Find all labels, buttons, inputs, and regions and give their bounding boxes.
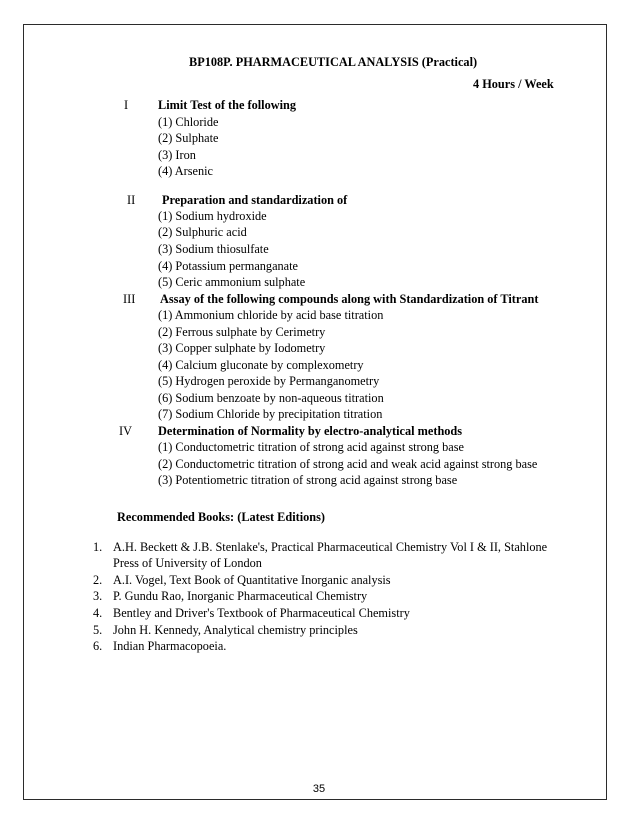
book-item <box>93 572 391 588</box>
list-item: (4) Arsenic <box>158 164 213 178</box>
book-title: P. Gundu Rao, Inorganic Pharmaceutical Chemistry <box>113 589 368 603</box>
list-item: (6) Sodium benzoate by non-aqueous titration <box>158 391 384 405</box>
list-item: (3) Sodium thiosulfate <box>158 242 269 256</box>
section-heading: Determination of Normality by electro-analytical methods <box>158 424 463 438</box>
section-heading: Limit Test of the following <box>158 98 297 112</box>
document-title: BP108P. PHARMACEUTICAL ANALYSIS (Practical) <box>189 55 478 69</box>
list-item: (3) Potentiometric titration of strong acid against strong base <box>158 473 458 487</box>
list-item: (1) Sodium hydroxide <box>158 209 267 223</box>
list-item: (2) Ferrous sulphate by Cerimetry <box>158 325 326 339</box>
list-item: (2) Sulphuric acid <box>158 225 247 239</box>
list-item: (1) Conductometric titration of strong acid against strong base <box>158 440 464 454</box>
book-item <box>93 605 410 621</box>
section-numeral: I <box>124 98 129 112</box>
hours-per-week: 4 Hours / Week <box>473 77 554 91</box>
section-numeral: II <box>127 193 136 207</box>
list-item: (4) Calcium gluconate by complexometry <box>158 358 364 372</box>
section-heading: Assay of the following compounds along with Standardization of Titrant <box>160 292 539 306</box>
list-item: (5) Ceric ammonium sulphate <box>158 275 306 289</box>
list-item: (7) Sodium Chloride by precipitation titration <box>158 407 383 421</box>
recommended-books-heading: Recommended Books: (Latest Editions) <box>117 510 326 524</box>
book-item <box>93 638 226 654</box>
list-item: (5) Hydrogen peroxide by Permanganometry <box>158 374 380 388</box>
list-item: (2) Sulphate <box>158 131 219 145</box>
list-item: (3) Copper sulphate by Iodometry <box>158 341 326 355</box>
book-item <box>93 622 358 638</box>
section-heading: Preparation and standardization of <box>162 193 348 207</box>
book-title: A.I. Vogel, Text Book of Quantitative Inorganic analysis <box>113 573 391 587</box>
book-title-continued: Press of University of London <box>113 556 262 570</box>
book-number: 2. <box>93 573 103 587</box>
list-item: (2) Conductometric titration of strong acid and weak acid against strong base <box>158 457 538 471</box>
book-title: A.H. Beckett & J.B. Stenlake's, Practical Pharmaceutical Chemistry Vol I & II, Stahlone <box>113 540 548 554</box>
section-numeral: IV <box>119 424 132 438</box>
list-item: (1) Ammonium chloride by acid base titration <box>158 308 384 322</box>
book-number: 5. <box>93 623 103 637</box>
book-item <box>93 539 547 571</box>
book-title: John H. Kennedy, Analytical chemistry principles <box>113 623 358 637</box>
page-number: 35 <box>312 783 326 795</box>
book-title: Indian Pharmacopoeia. <box>113 639 227 653</box>
book-number: 4. <box>93 606 103 620</box>
list-item: (1) Chloride <box>158 115 219 129</box>
list-item: (4) Potassium permanganate <box>158 259 299 273</box>
book-number: 6. <box>93 639 103 653</box>
book-number: 1. <box>93 540 103 554</box>
section-numeral: III <box>123 292 136 306</box>
book-number: 3. <box>93 589 103 603</box>
list-item: (3) Iron <box>158 148 196 162</box>
book-title: Bentley and Driver's Textbook of Pharmaceutical Chemistry <box>113 606 410 620</box>
book-item <box>93 588 367 604</box>
